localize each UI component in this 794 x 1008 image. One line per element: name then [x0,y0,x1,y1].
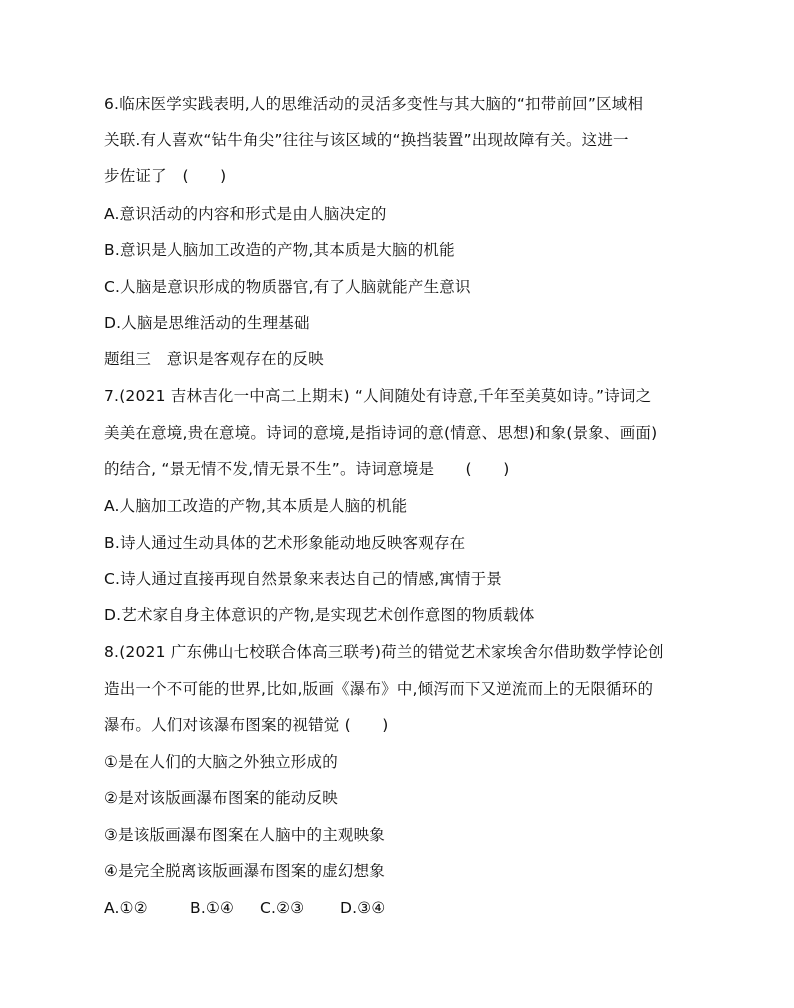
q6-option-c: C.人脑是意识形成的物质器官,有了人脑就能产生意识 [104,278,471,296]
q8-statement-1: ①是在人们的大脑之外独立形成的 [104,753,338,771]
q6-stem-line-1: 6.临床医学实践表明,人的思维活动的灵活多变性与其大脑的“扣带前回”区域相 [104,95,644,113]
q8-statement-4: ④是完全脱离该版画瀑布图案的虚幻想象 [104,862,385,880]
q6-option-b: B.意识是人脑加工改造的产物,其本质是大脑的机能 [104,241,455,259]
q6-option-d: D.人脑是思维活动的生理基础 [104,314,310,332]
q8-option-c: C.②③ [260,899,305,917]
q6-stem-line-2: 关联.有人喜欢“钻牛角尖”往往与该区域的“换挡装置”出现故障有关。这进一 [104,131,629,149]
q8-option-b: B.①④ [190,899,235,917]
q8-options-row [104,896,704,920]
q8-option-d: D.③④ [340,899,386,917]
q8-statement-2: ②是对该版画瀑布图案的能动反映 [104,789,338,807]
q8-statement-3: ③是该版画瀑布图案在人脑中的主观映象 [104,826,385,844]
q8-stem-line-2: 造出一个不可能的世界,比如,版画《瀑布》中,倾泻而下又逆流而上的无限循环的 [104,680,654,698]
q7-stem-line-2: 美美在意境,贵在意境。诗词的意境,是指诗词的意(情意、思想)和象(景象、画面) [104,424,658,442]
q7-option-b: B.诗人通过生动具体的艺术形象能动地反映客观存在 [104,534,466,552]
q7-stem-line-3: 的结合, “景无情不发,情无景不生”。诗词意境是 ( ) [104,460,510,478]
q6-option-a: A.意识活动的内容和形式是由人脑决定的 [104,205,387,223]
q8-option-a: A.①② [104,899,148,917]
q7-option-d: D.艺术家自身主体意识的产物,是实现艺术创作意图的物质载体 [104,606,535,624]
q6-stem-line-3: 步佐证了 ( ) [104,167,227,185]
q7-option-c: C.诗人通过直接再现自然景象来表达自己的情感,寓情于景 [104,570,503,588]
q8-stem-line-1: 8.(2021 广东佛山七校联合体高三联考)荷兰的错觉艺术家埃舍尔借助数学悖论创 [104,643,664,661]
q8-stem-line-3: 瀑布。人们对该瀑布图案的视错觉 ( ) [104,716,389,734]
group3-title: 题组三 意识是客观存在的反映 [104,350,324,368]
q7-stem-line-1: 7.(2021 吉林吉化一中高二上期末) “人间随处有诗意,千年至美莫如诗。”诗词之 [104,387,652,405]
q7-option-a: A.人脑加工改造的产物,其本质是人脑的机能 [104,497,408,515]
